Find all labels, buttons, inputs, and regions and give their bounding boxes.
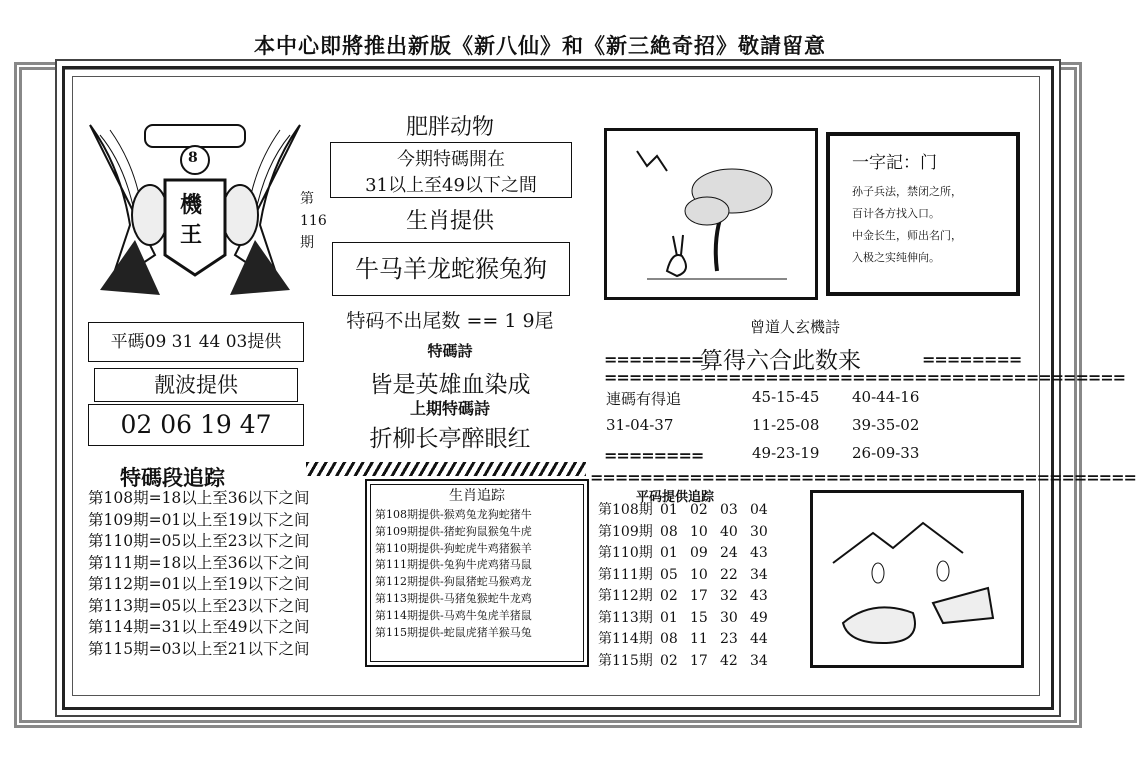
flat-track-number: 05 <box>660 566 678 583</box>
flat-code-box: 平碼09 31 44 03提供 <box>88 322 304 362</box>
flat-track-list <box>598 500 798 672</box>
flat-track-issue: 第115期 <box>598 652 653 669</box>
oracle-row-rule: ======== <box>604 446 704 465</box>
one-word-line: 中金长生，师出名门， <box>852 229 962 242</box>
flat-track-row <box>598 565 798 587</box>
zodiac-track-row: 第109期提供-猪蛇狗鼠猴兔牛虎 <box>375 524 532 538</box>
flat-track-issue: 第113期 <box>598 609 653 626</box>
segment-title: 特碼段追踪 <box>120 465 225 490</box>
one-word-box <box>826 132 1020 296</box>
flat-track-number: 01 <box>660 609 678 626</box>
flat-track-number: 01 <box>660 545 678 561</box>
flat-track-issue: 第114期 <box>598 631 653 647</box>
flat-track-number: 10 <box>690 566 708 583</box>
oracle-cell: 49-23-19 <box>752 444 820 462</box>
landscape-picture <box>604 128 818 300</box>
flat-track-issue: 第109期 <box>598 523 653 540</box>
oracle-cell: 26-09-33 <box>852 444 920 462</box>
segment-list <box>88 488 324 660</box>
flat-track-number: 10 <box>690 523 708 540</box>
segment-row: 第114期=31以上至49以下之间 <box>88 618 310 636</box>
wave-numbers: 02 06 19 47 <box>88 404 304 446</box>
flat-track-row <box>598 543 798 565</box>
issue-label: 第116期 <box>300 191 327 251</box>
flat-track-number: 49 <box>750 609 768 626</box>
animal-hint-title: 肥胖动物 <box>405 115 494 140</box>
mountain-picture <box>810 490 1024 668</box>
special-range-line1: 今期特碼開在 <box>397 149 505 170</box>
flat-track-title: 平码提供追踪 <box>636 490 715 505</box>
oracle-banner-left: ======== <box>604 350 704 369</box>
flat-track-number: 15 <box>690 609 708 626</box>
zodiac-track-row: 第110期提供-狗蛇虎牛鸡猪猴羊 <box>375 541 532 555</box>
flat-track-number: 04 <box>750 502 768 518</box>
flat-track-number: 01 <box>660 502 678 518</box>
special-range-box <box>330 142 572 198</box>
flat-track-number: 34 <box>750 566 768 583</box>
segment-row: 第112期=01以上至19以下之间 <box>88 575 310 593</box>
flat-track-number: 17 <box>690 588 708 604</box>
flat-track-number: 43 <box>750 545 768 561</box>
flat-track-number: 44 <box>750 631 768 647</box>
tail-text: 特码不出尾数 == 1 9尾 <box>346 310 554 332</box>
poem-title: 特碼詩 <box>427 342 473 360</box>
special-range-line2: 31以上至49以下之間 <box>365 175 537 196</box>
flat-track-number: 17 <box>690 652 708 669</box>
segment-row: 第113期=05以上至23以下之间 <box>88 596 310 615</box>
zodiac-track-row: 第108期提供-猴鸡兔龙狗蛇猪牛 <box>375 508 532 521</box>
zodiac-track-row: 第114期提供-马鸡牛兔虎羊猪鼠 <box>375 608 532 622</box>
segment-row: 第109期=01以上至19以下之间 <box>88 510 310 529</box>
flat-track-number: 02 <box>690 502 708 518</box>
flat-track-issue: 第112期 <box>598 588 653 604</box>
flat-track-issue: 第111期 <box>598 566 653 583</box>
flat-track-number: 02 <box>660 652 678 669</box>
flat-track-number: 32 <box>720 588 738 604</box>
flat-track-number: 42 <box>720 652 738 669</box>
flat-track-number: 03 <box>720 502 738 518</box>
one-word-heading: 一字記：门 <box>852 153 937 173</box>
flat-track-number: 34 <box>750 652 768 669</box>
oracle-rule: ========================================== <box>604 368 1126 387</box>
flat-track-issue: 第110期 <box>598 545 653 561</box>
oracle-cell: 11-25-08 <box>752 416 820 434</box>
oracle-banner: 算得六合此数来 <box>700 348 861 374</box>
flat-track-row <box>598 608 798 630</box>
segment-row: 第108期=18以上至36以下之间 <box>88 489 310 507</box>
zodiac-track-row: 第112期提供-狗鼠猪蛇马猴鸡龙 <box>375 575 532 589</box>
last-poem-title: 上期特碼詩 <box>409 399 490 418</box>
flat-track-number: 30 <box>750 523 768 540</box>
oracle-cell: 45-15-45 <box>752 388 820 406</box>
flat-track-number: 08 <box>660 631 678 647</box>
wave-title: 靓波提供 <box>94 368 298 402</box>
rope-divider <box>306 462 586 476</box>
flat-track-number: 30 <box>720 609 738 626</box>
oracle-title: 曾道人玄機詩 <box>750 318 841 336</box>
flat-track-number: 24 <box>720 545 738 561</box>
flat-track-issue: 第108期 <box>598 502 653 518</box>
oracle-banner-right: ======== <box>922 350 1022 369</box>
one-word-line: 百计各方找入口。 <box>852 207 940 220</box>
zodiac-track-box <box>370 484 584 662</box>
one-word-line: 入极之实纯伸向。 <box>852 251 940 264</box>
flat-track-row <box>598 500 798 522</box>
flat-track-number: 11 <box>690 631 708 647</box>
mountain-figures-icon <box>813 493 1021 665</box>
segment-row: 第110期=05以上至23以下之间 <box>88 532 310 550</box>
medal-number: 8 <box>188 150 198 166</box>
flat-track-number: 09 <box>690 545 708 561</box>
zodiac-title: 生肖提供 <box>405 209 494 234</box>
zodiac-list: 牛马羊龙蛇猴兔狗 <box>332 242 570 296</box>
oracle-table <box>604 388 1014 468</box>
tree-rabbit-icon <box>607 131 815 297</box>
segment-row: 第115期=03以上至21以下之间 <box>88 639 310 658</box>
zodiac-track-row: 第113期提供-马猪兔猴蛇牛龙鸡 <box>375 591 532 605</box>
flat-track-row <box>598 522 798 544</box>
one-word-line: 孙子兵法，禁闭之所， <box>852 185 962 198</box>
flat-track-row <box>598 651 798 673</box>
flat-track-row <box>598 629 798 651</box>
zodiac-track-row: 第115期提供-蛇鼠虎猪羊猴马兔 <box>375 625 532 639</box>
flat-track-number: 43 <box>750 588 768 604</box>
flat-track-number: 02 <box>660 588 678 604</box>
flat-track-number: 22 <box>720 566 738 583</box>
oracle-cell: 40-44-16 <box>852 388 920 406</box>
zodiac-track-row: 第111期提供-兔狗牛虎鸡猪马鼠 <box>375 558 532 572</box>
flat-track-number: 40 <box>720 523 738 540</box>
oracle-cell: 31-04-37 <box>606 416 674 434</box>
flat-track-number: 08 <box>660 523 678 540</box>
zodiac-track-title: 生肖追踪 <box>449 488 505 504</box>
oracle-label: 連碼有得追 <box>606 390 682 408</box>
oracle-cell: 39-35-02 <box>852 416 920 434</box>
logo-badge: 機王 <box>180 192 203 248</box>
poem-line: 皆是英雄血染成 <box>369 372 531 398</box>
last-poem-line: 折柳长亭醉眼红 <box>369 426 531 452</box>
header-notice: 本中心即將推出新版《新八仙》和《新三絶奇招》敬請留意 <box>254 33 826 58</box>
flat-track-number: 23 <box>720 631 738 647</box>
segment-row: 第111期=18以上至36以下之间 <box>88 553 310 572</box>
oracle-bottom-rule: ============================================ <box>590 468 1136 487</box>
flat-track-row <box>598 586 798 608</box>
